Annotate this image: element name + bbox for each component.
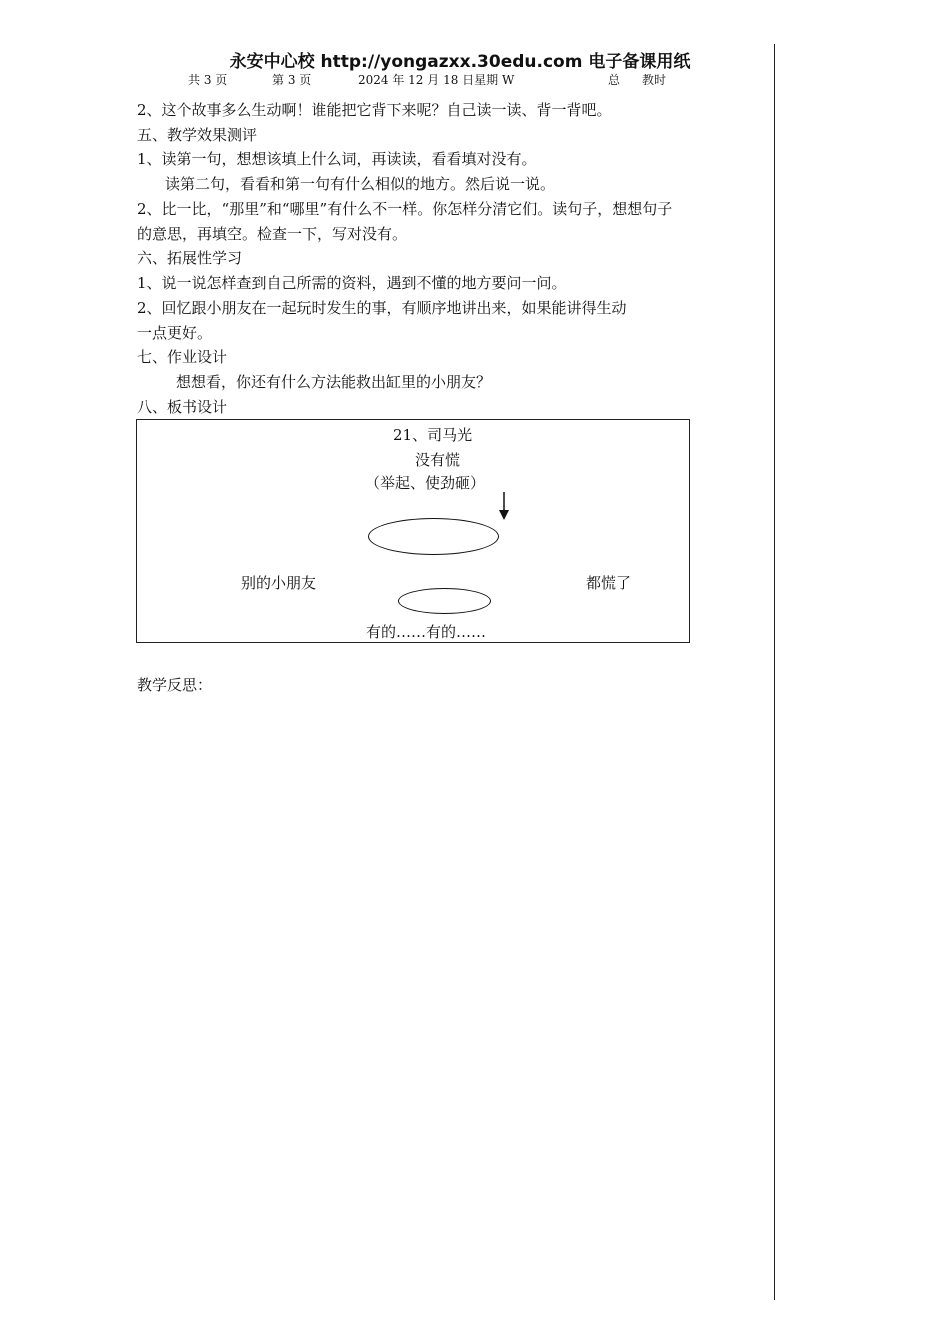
content-line: 2、比一比，“那里”和“哪里”有什么不一样。你怎样分清它们。读句子，想想句子	[137, 200, 673, 218]
board-left-text: 别的小朋友	[241, 574, 317, 592]
total-pages: 共 3 页	[188, 73, 228, 87]
section-heading: 六、拓展性学习	[137, 249, 243, 267]
margin-rule	[774, 44, 775, 1300]
content-line: 1、读第一句，想想该填上什么词，再读读，看看填对没有。	[137, 150, 537, 168]
board-parenthetical: （举起、使劲砸）	[365, 474, 486, 492]
period-label: 教时	[642, 73, 667, 87]
section-heading: 七、作业设计	[137, 348, 228, 366]
blank-ellipse-small	[398, 588, 491, 614]
page-number: 第 3 页	[272, 73, 312, 87]
board-right-text: 都慌了	[586, 574, 632, 592]
board-subtitle: 没有慌	[415, 451, 461, 469]
content-line: 2、回忆跟小朋友在一起玩时发生的事，有顺序地讲出来，如果能讲得生动	[137, 299, 627, 317]
content-line: 的意思，再填空。检查一下，写对没有。	[137, 225, 408, 243]
board-title: 21、司马光	[393, 426, 473, 444]
content-line: 2、这个故事多么生动啊！谁能把它背下来呢？自己读一读、背一背吧。	[137, 101, 612, 119]
content-line: 1、说一说怎样查到自己所需的资料，遇到不懂的地方要问一问。	[137, 274, 567, 292]
page-title: 永安中心校 http://yongazxx.30edu.com 电子备课用纸	[229, 52, 691, 72]
content-line: 想想看，你还有什么方法能救出缸里的小朋友？	[176, 373, 492, 391]
content-line: 一点更好。	[137, 324, 213, 342]
content-line: 读第二句，看看和第一句有什么相似的地方。然后说一说。	[165, 175, 556, 193]
section-heading: 八、板书设计	[137, 398, 228, 416]
date-label: 2024 年 12 月 18 日星期 W	[358, 73, 515, 87]
reflection-label: 教学反思：	[137, 676, 213, 694]
board-bottom-text: 有的……有的……	[366, 623, 487, 641]
blackboard-design-box	[136, 419, 690, 643]
total-label: 总	[608, 73, 621, 87]
section-heading: 五、教学效果测评	[137, 126, 258, 144]
arrow-down-icon	[497, 490, 511, 522]
blank-ellipse-large	[368, 518, 499, 555]
